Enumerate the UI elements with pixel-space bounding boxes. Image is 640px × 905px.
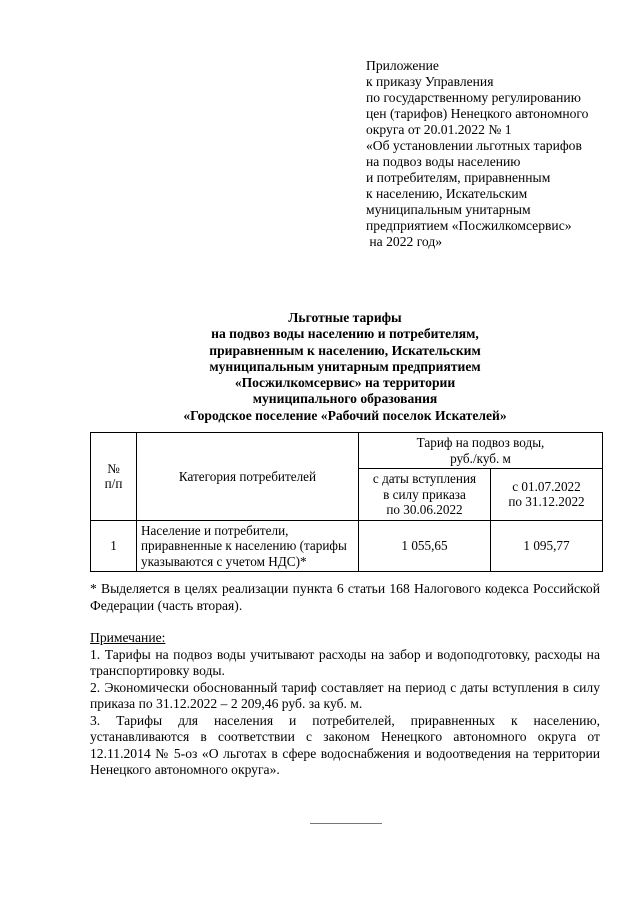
header-tariff: Тариф на подвоз воды, руб./куб. м (359, 433, 603, 469)
row-tariff-1: 1 055,65 (359, 520, 491, 572)
appendix-line: муниципальным унитарным (366, 202, 531, 217)
note-item: 1. Тарифы на подвоз воды учитывают расходы на забор и водоподготовку, расходы на транспортировку воды. (90, 646, 600, 678)
appendix-line: округа от 20.01.2022 № 1 (366, 122, 512, 137)
header-period-1: с даты вступления в силу приказа по 30.06.2022 (359, 469, 491, 521)
table-row (91, 520, 603, 572)
header-period-2: с 01.07.2022 по 31.12.2022 (491, 469, 603, 521)
row-tariff-2: 1 095,77 (491, 520, 603, 572)
title-line: Льготные тарифы (288, 310, 402, 325)
header-num: № п/п (91, 433, 137, 521)
note-item: 3. Тарифы для населения и потребителей, приравненных к населению, устанавливаются в соответствии с законом Ненецкого автономного округа от 12.11.2014 № 5-оз «О льготах в сфере водоснабжения и водоотведения на территории Ненецкого автономного округа». (90, 712, 600, 777)
title-line: муниципальным унитарным предприятием (209, 358, 481, 374)
document-title (90, 310, 600, 424)
appendix-line: Приложение (366, 58, 439, 73)
tariff-table (90, 432, 603, 572)
appendix-line: к населению, Искательским (366, 186, 528, 201)
row-category: Население и потребители, приравненные к населению (тарифы указываются с учетом НДС)* (137, 520, 359, 572)
header-category: Категория потребителей (137, 433, 359, 521)
notes-section (90, 630, 600, 779)
appendix-block (366, 58, 616, 250)
title-line: «Посжилкомсервис» на территории (234, 375, 456, 391)
note-item: 2. Экономически обоснованный тариф составляет на период с даты вступления в силу приказа по 31.12.2022 – 2 209,46 руб. за куб. м. (90, 679, 600, 711)
title-line: «Городское поселение «Рабочий поселок Искателей» (183, 407, 507, 423)
appendix-line: предприятием «Посжилкомсервис» (366, 218, 572, 233)
appendix-line: на подвоз воды населению (366, 154, 521, 169)
footnote: * Выделяется в целях реализации пункта 6 статьи 168 Налогового кодекса Российской Федерации (часть вторая). (90, 581, 600, 613)
title-line: на подвоз воды населению и потребителям, (211, 326, 479, 342)
title-line: муниципального образования (252, 391, 438, 407)
notes-header: Примечание: (90, 630, 166, 645)
row-num: 1 (91, 520, 137, 572)
appendix-line: и потребителям, приравненным (366, 170, 551, 185)
separator-line (310, 823, 382, 824)
appendix-line: на 2022 год» (366, 234, 443, 249)
appendix-line: «Об установлении льготных тарифов (366, 138, 582, 153)
appendix-line: цен (тарифов) Ненецкого автономного (366, 106, 589, 121)
table-header-row (91, 433, 603, 469)
appendix-line: к приказу Управления (366, 74, 494, 89)
appendix-line: по государственному регулированию (366, 90, 581, 105)
title-line: приравненным к населению, Искательским (209, 342, 481, 358)
